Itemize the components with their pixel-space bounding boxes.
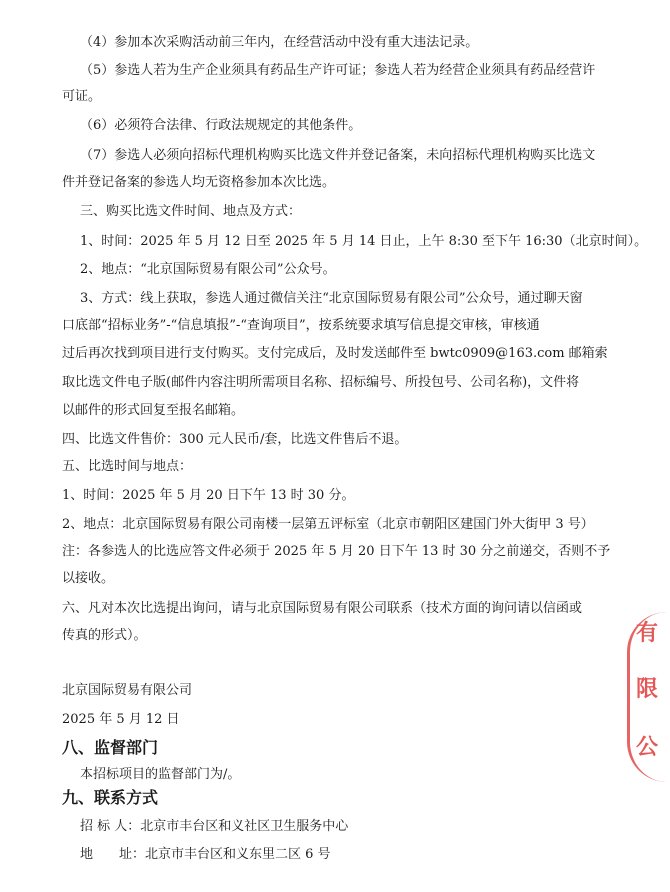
- text-line: （6）必须符合法律、行政法规规定的其他条件。: [80, 118, 362, 133]
- section-heading-3: 三、购买比选文件时间、地点及方式：: [80, 204, 302, 219]
- text-line: 1、时间：2025 年 5 月 20 日下午 13 时 30 分。: [62, 488, 355, 503]
- section-9-title: 九、联系方式: [62, 788, 159, 807]
- text-line: 过后再次找到项目进行支付购买。支付完成后，及时发送邮件至 bwtc0909@163.com 邮箱索: [62, 346, 608, 361]
- text-line: （5）参选人若为生产企业须具有药品生产许可证；参选人若为经营企业须具有药品经营许: [80, 63, 596, 78]
- text-line: （4）参加本次采购活动前三年内，在经营活动中没有重大违法记录。: [80, 35, 479, 50]
- text-line: 3、方式：线上获取，参选人通过微信关注“北京国际贸易有限公司”公众号，通过聊天窗: [80, 291, 583, 306]
- text-line: 六、凡对本次比选提出询问，请与北京国际贸易有限公司联系（技术方面的询问请以信函或: [62, 601, 583, 616]
- text-line: 注：各参选人的比选应答文件必须于 2025 年 5 月 20 日下午 13 时 30 分之前递交，否则不予: [62, 544, 611, 559]
- text-line: （7）参选人必须向招标代理机构购买比选文件并登记备案，未向招标代理机构购买比选文: [80, 148, 596, 163]
- text-line: 取比选文件电子版(邮件内容注明所需项目名称、招标编号、所投包号、公司名称)，文件将: [62, 375, 580, 390]
- text-line: 2、地点：“北京国际贸易有限公司”公众号。: [80, 262, 336, 277]
- section-heading-4: 四、比选文件售价：300 元人民币/套，比选文件售后不退。: [62, 432, 408, 447]
- section-8-body: 本招标项目的监督部门为/。: [80, 767, 241, 782]
- text-line: 2、地点：北京国际贸易有限公司南楼一层第五评标室（北京市朝阳区建国门外大街甲 3 号）: [62, 517, 594, 532]
- contact-tenderer: 招 标 人：北京市丰台区和义社区卫生服务中心: [80, 819, 349, 834]
- text-line: 以接收。: [62, 571, 115, 586]
- text-line: 以邮件的形式回复至报名邮箱。: [62, 403, 245, 418]
- section-heading-5: 五、比选时间与地点：: [62, 459, 193, 474]
- text-line: 口底部“招标业务”-“信息填报”-“查询项目”，按系统要求填写信息提交审核，审核通: [62, 318, 540, 333]
- red-seal-stamp: 有 限 公: [627, 612, 670, 782]
- text-line: 1、时间：2025 年 5 月 12 日至 2025 年 5 月 14 日止，上午 8:30 至下午 16:30（北京时间）。: [80, 234, 648, 249]
- contact-address: 地 址：北京市丰台区和义东里二区 6 号: [80, 847, 331, 862]
- text-line: 传真的形式）。: [62, 628, 147, 643]
- section-8-title: 八、监督部门: [62, 738, 159, 757]
- text-line: 件并登记备案的参选人均无资格参加本次比选。: [62, 175, 336, 190]
- text-line: 可证。: [62, 89, 102, 104]
- company-name: 北京国际贸易有限公司: [62, 683, 193, 698]
- issue-date: 2025 年 5 月 12 日: [62, 712, 180, 727]
